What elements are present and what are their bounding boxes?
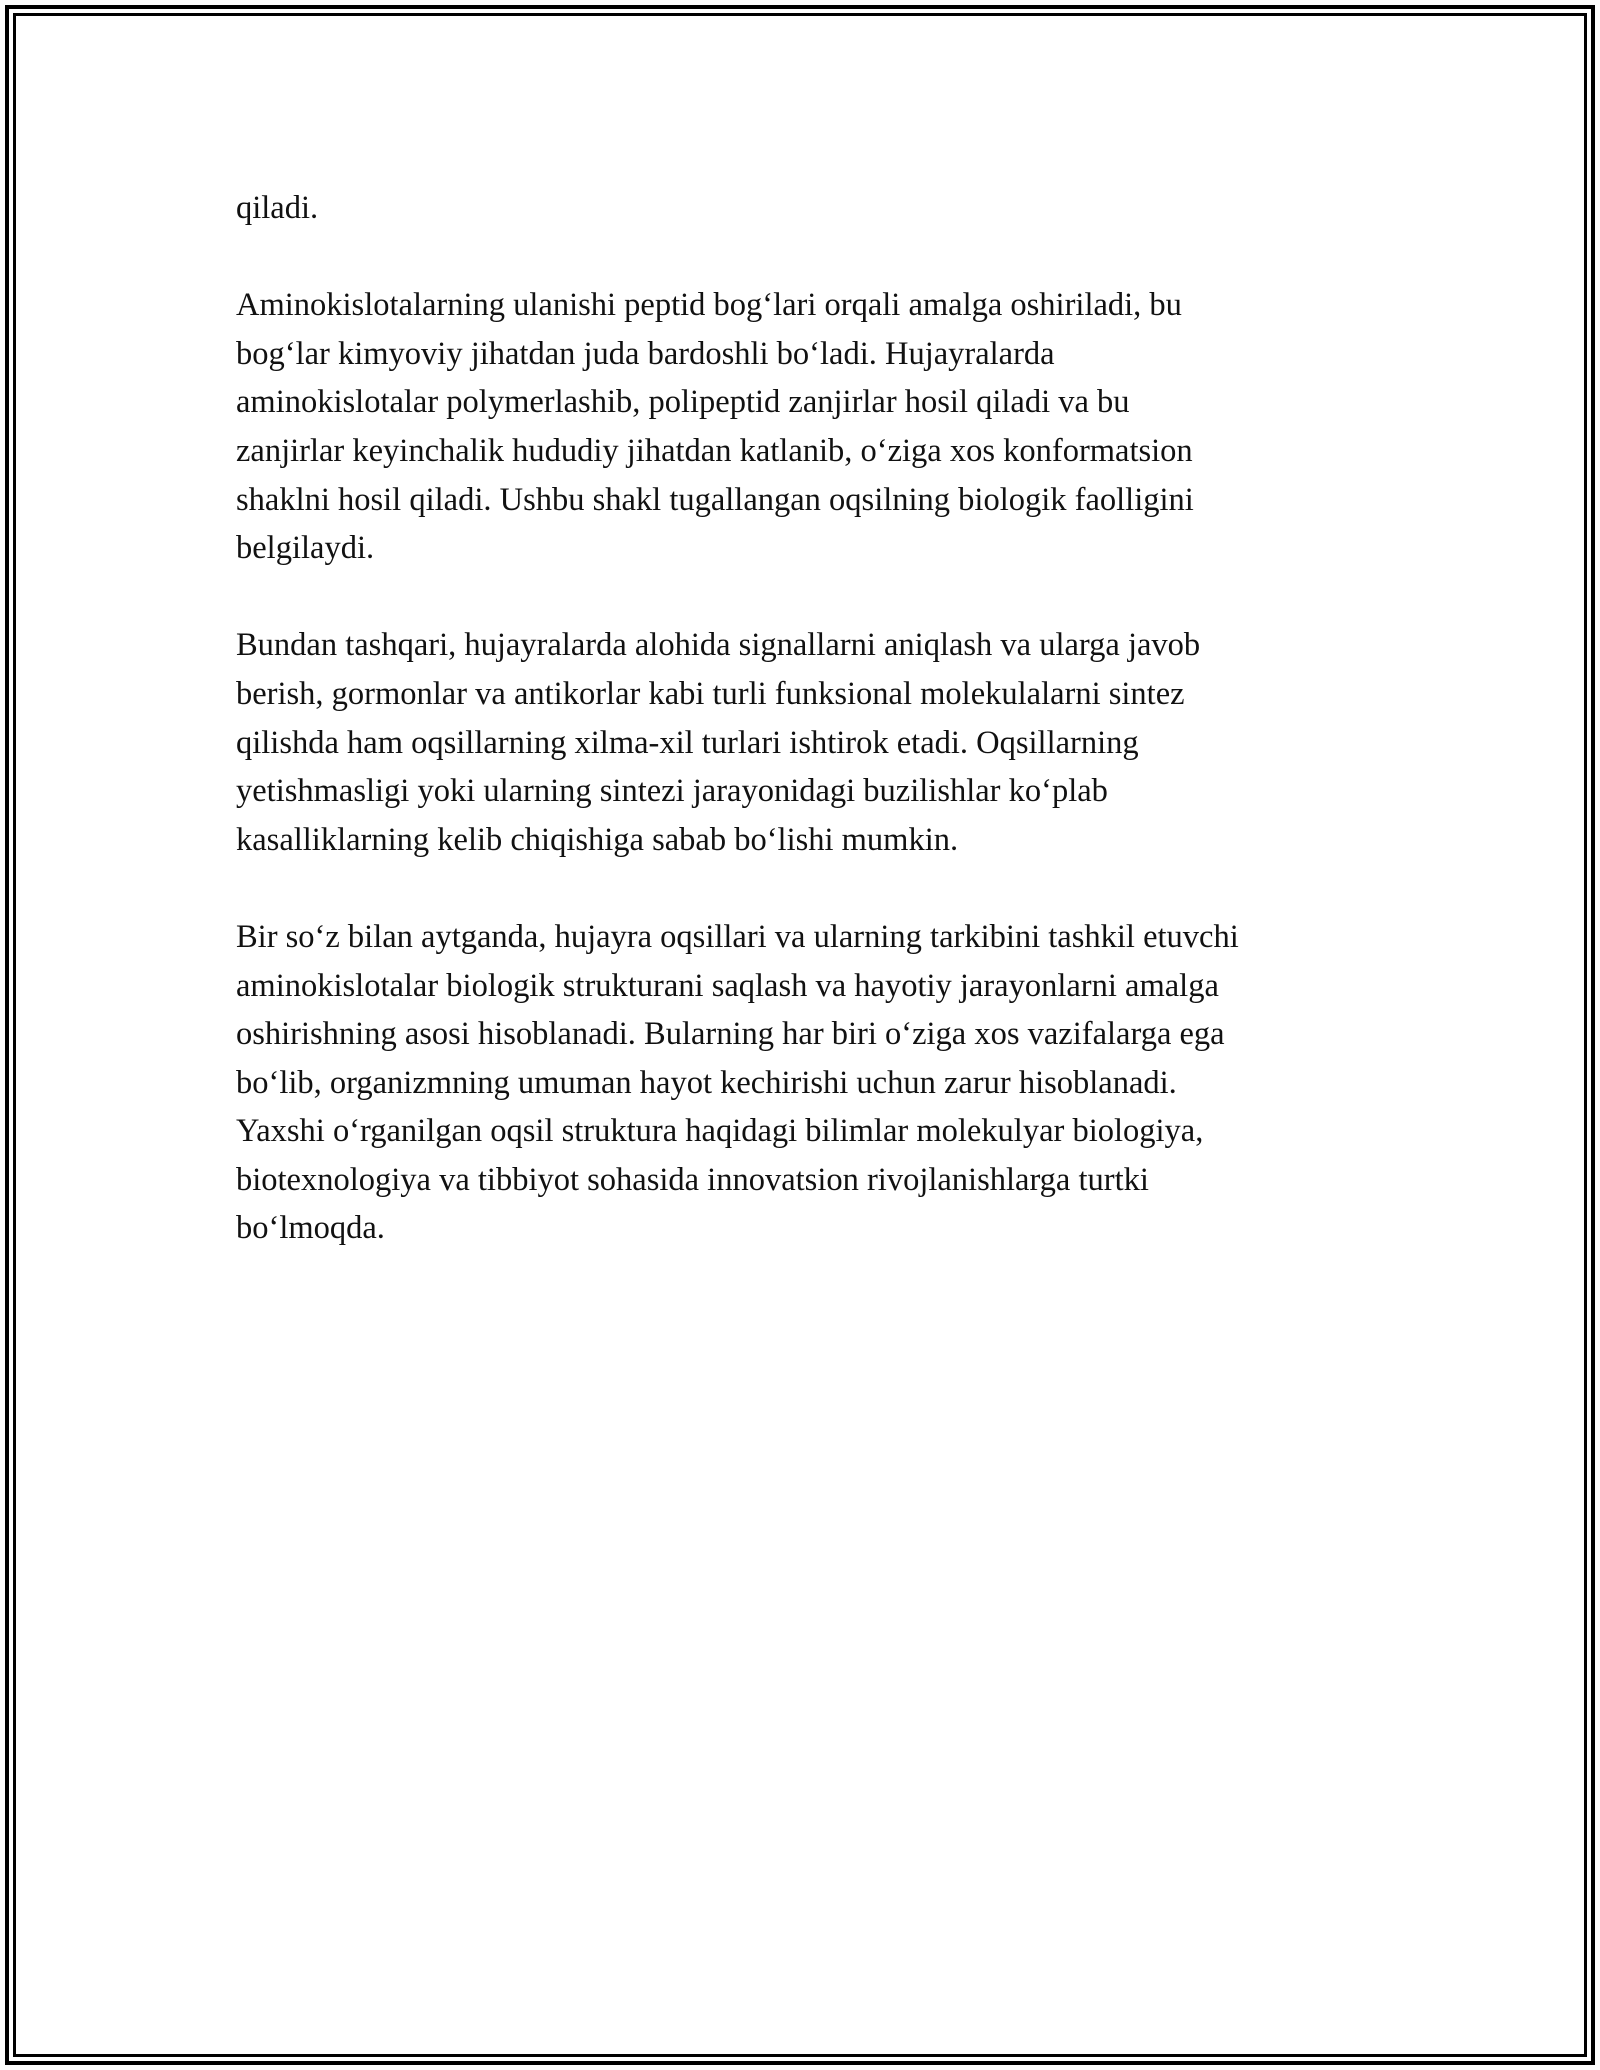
paragraph-continuation: qiladi. bbox=[236, 190, 319, 226]
paragraph-protein-functions: Bundan tashqari, hujayralarda alohida signallarni aniqlash va ularga javob berish, gormonlar va antikorlar kabi turli funksional molekulalarni sintez qilishda ham oqsillarning xilma-xil turlari ishtirok etadi. Oqsillarning yetishmasligi yoki ularning sintezi jarayonidagi buzilishlar ko‘plab kasalliklarning kelib chiqishiga sabab bo‘lishi mumkin. bbox=[236, 627, 1201, 858]
paragraph-conclusion: Bir so‘z bilan aytganda, hujayra oqsillari va ularning tarkibini tashkil etuvchi aminokislotalar biologik strukturani saqlash va hayotiy jarayonlarni amalga oshirishning asosi hisoblanadi. Bularning har biri o‘ziga xos vazifalarga ega bo‘lib, organizmning umuman hayot kechirishi uchun zarur hisoblanadi. Yaxshi o‘rganilgan oqsil struktura haqidagi bilimlar molekulyar biologiya, biotexnologiya va tibbiyot sohasida innovatsion rivojlanishlarga turtki bo‘lmoqda. bbox=[236, 918, 1239, 1247]
document-body bbox=[236, 184, 1376, 1302]
paragraph-peptide-bonds: Aminokislotalarning ulanishi peptid bog‘lari orqali amalga oshiriladi, bu bog‘lar kimyoviy jihatdan juda bardoshli bo‘ladi. Hujayralarda aminokislotalar polymerlashib, polipeptid zanjirlar hosil qiladi va bu zanjirlar keyinchalik hududiy jihatdan katlanib, o‘ziga xos konformatsion shaklni hosil qiladi. Ushbu shakl tugallangan oqsilning biologik faolligini belgilaydi. bbox=[236, 287, 1194, 567]
